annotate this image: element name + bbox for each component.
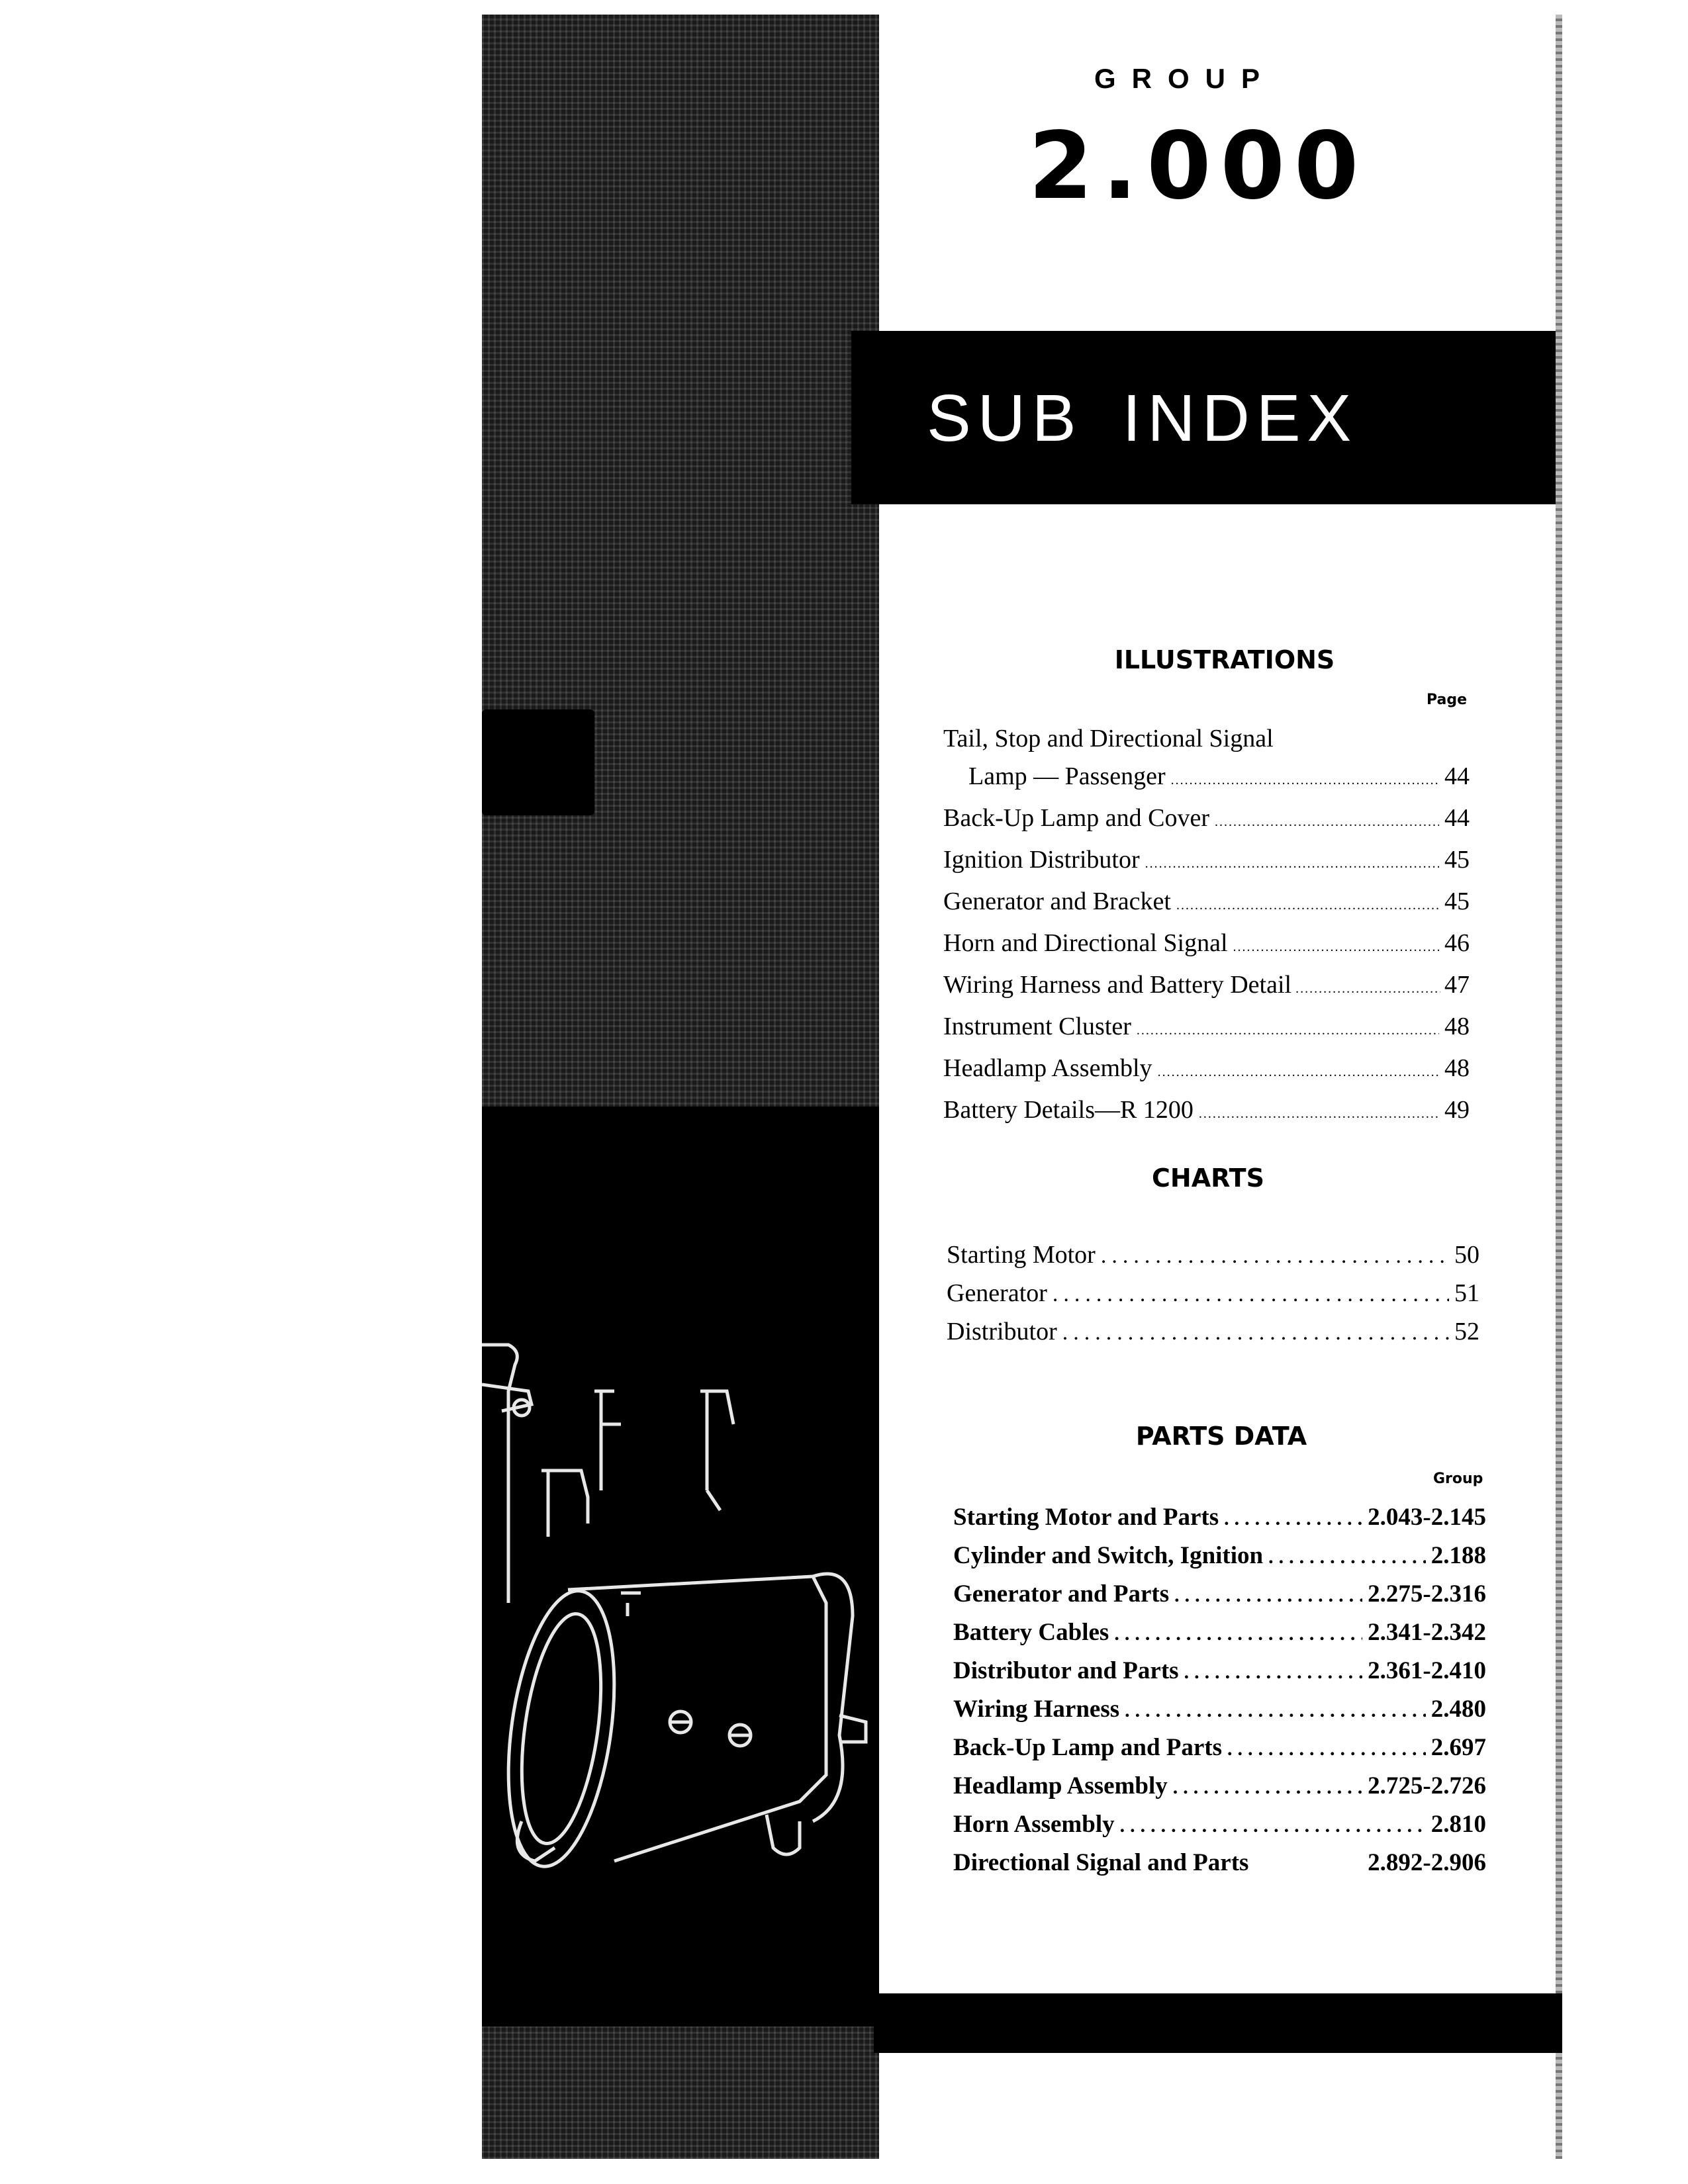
dot-leader (1053, 1275, 1449, 1313)
list-item[interactable] (943, 1050, 1470, 1091)
list-item[interactable] (953, 1576, 1486, 1614)
list-item[interactable] (943, 1008, 1470, 1050)
dot-leader (1233, 929, 1439, 966)
dot-leader (1173, 1769, 1362, 1806)
dot-leader (1215, 803, 1439, 841)
list-item-group: 2.043-2.145 (1368, 1504, 1486, 1531)
list-item[interactable] (953, 1614, 1486, 1653)
list-item-title-continued: Lamp — Passenger (968, 762, 1166, 790)
dot-leader (1158, 1054, 1439, 1091)
list-item-title: Generator and Parts (953, 1580, 1170, 1608)
list-item-page: 44 (1444, 762, 1470, 790)
charts-list (947, 1236, 1479, 1351)
page-title-word-2: INDEX (1122, 381, 1358, 455)
parts-data-heading: PARTS DATA (1135, 1422, 1307, 1451)
list-item-page: 46 (1444, 929, 1470, 957)
list-item-page: 45 (1444, 887, 1470, 915)
list-item-page: 47 (1444, 971, 1470, 999)
list-item[interactable] (953, 1806, 1486, 1844)
list-item[interactable] (953, 1537, 1486, 1576)
list-item-title: Headlamp Assembly (953, 1772, 1168, 1799)
list-item[interactable] (947, 1275, 1479, 1313)
list-item-title: Battery Details—R 1200 (943, 1096, 1194, 1124)
list-item[interactable] (953, 1729, 1486, 1768)
dot-leader (1145, 845, 1439, 883)
list-item-group: 2.275-2.316 (1368, 1580, 1486, 1608)
list-item-title: Horn Assembly (953, 1811, 1115, 1838)
list-item-page: 48 (1444, 1013, 1470, 1040)
list-item[interactable] (947, 1236, 1479, 1275)
list-item[interactable] (943, 841, 1470, 883)
list-item-group: 2.341-2.342 (1368, 1619, 1486, 1646)
list-item[interactable] (953, 1768, 1486, 1806)
list-item-title: Ignition Distributor (943, 846, 1140, 874)
list-item[interactable] (943, 925, 1470, 966)
list-item[interactable] (943, 799, 1470, 841)
charts-heading: CHARTS (1152, 1163, 1264, 1193)
list-item[interactable] (953, 1499, 1486, 1537)
footer-banner (874, 1993, 1562, 2053)
dot-leader (1176, 887, 1439, 925)
group-label: GROUP (1094, 63, 1276, 94)
list-item-title: Back-Up Lamp and Parts (953, 1734, 1223, 1761)
dot-leader (1120, 1807, 1426, 1844)
dot-leader (1184, 1654, 1363, 1691)
dot-leader (1295, 970, 1440, 1008)
list-item-group: 2.697 (1430, 1734, 1486, 1761)
list-item[interactable] (943, 883, 1470, 925)
list-item[interactable] (943, 1091, 1470, 1133)
list-item[interactable] (943, 966, 1470, 1008)
list-item-group: 2.810 (1430, 1811, 1486, 1838)
cover-photo-panel (482, 15, 879, 2159)
dot-leader (1174, 1577, 1362, 1614)
list-item-title: Starting Motor (947, 1241, 1096, 1269)
list-item-title: Horn and Directional Signal (943, 929, 1228, 957)
list-item-group: 2.188 (1430, 1542, 1486, 1569)
list-item-title: Wiring Harness and Battery Detail (943, 971, 1292, 999)
generator-illustration (482, 15, 879, 2159)
list-item-group: 2.480 (1430, 1696, 1486, 1723)
list-item[interactable] (943, 720, 1470, 799)
list-item[interactable] (947, 1313, 1479, 1351)
page-edge-strip (1556, 15, 1562, 2159)
list-item-page: 48 (1444, 1054, 1470, 1082)
parts-data-group-column-label: Group (1433, 1471, 1483, 1487)
list-item-title: Wiring Harness (953, 1696, 1120, 1723)
dot-leader (1125, 1692, 1426, 1729)
list-item-page: 51 (1454, 1279, 1479, 1307)
illustrations-heading: ILLUSTRATIONS (1114, 645, 1335, 674)
page-title-word-1: SUB (927, 381, 1083, 455)
dot-leader (1171, 762, 1439, 799)
dot-leader (1268, 1539, 1426, 1576)
list-item-title: Back-Up Lamp and Cover (943, 804, 1210, 832)
list-item[interactable] (953, 1844, 1486, 1883)
list-item-page: 45 (1444, 846, 1470, 874)
dot-leader (1062, 1314, 1449, 1351)
illustrations-list (943, 720, 1470, 1133)
list-item-title: Generator (947, 1279, 1047, 1307)
list-item[interactable] (953, 1691, 1486, 1729)
list-item-title: Battery Cables (953, 1619, 1109, 1646)
list-item-title: Distributor (947, 1318, 1057, 1345)
list-item-page: 50 (1454, 1241, 1479, 1269)
illustrations-page-column-label: Page (1427, 692, 1468, 708)
dot-leader (1224, 1500, 1362, 1537)
list-item-page: 44 (1444, 804, 1470, 832)
list-item[interactable] (953, 1653, 1486, 1691)
dot-leader (1114, 1615, 1362, 1653)
list-item-title: Generator and Bracket (943, 887, 1171, 915)
list-item-title: Cylinder and Switch, Ignition (953, 1542, 1264, 1569)
dot-leader (1137, 1012, 1439, 1050)
list-item-group: 2.361-2.410 (1368, 1657, 1486, 1684)
list-item-page: 49 (1444, 1096, 1470, 1124)
list-item-title: Starting Motor and Parts (953, 1504, 1219, 1531)
dot-leader (1227, 1731, 1426, 1768)
list-item-title: Distributor and Parts (953, 1657, 1179, 1684)
list-item-group: 2.892-2.906 (1368, 1849, 1486, 1876)
list-item-group: 2.725-2.726 (1368, 1772, 1486, 1799)
list-item-title: Headlamp Assembly (943, 1054, 1152, 1082)
dot-leader (1199, 1095, 1439, 1133)
dot-leader (1101, 1237, 1449, 1275)
list-item-title: Directional Signal and Parts (953, 1849, 1249, 1876)
list-item-page: 52 (1454, 1318, 1479, 1345)
group-number: 2.000 (1028, 113, 1368, 220)
parts-data-list (953, 1499, 1486, 1883)
page-title (927, 381, 1523, 457)
list-item-title: Instrument Cluster (943, 1013, 1131, 1040)
list-item-title: Tail, Stop and Directional Signal (943, 725, 1274, 752)
